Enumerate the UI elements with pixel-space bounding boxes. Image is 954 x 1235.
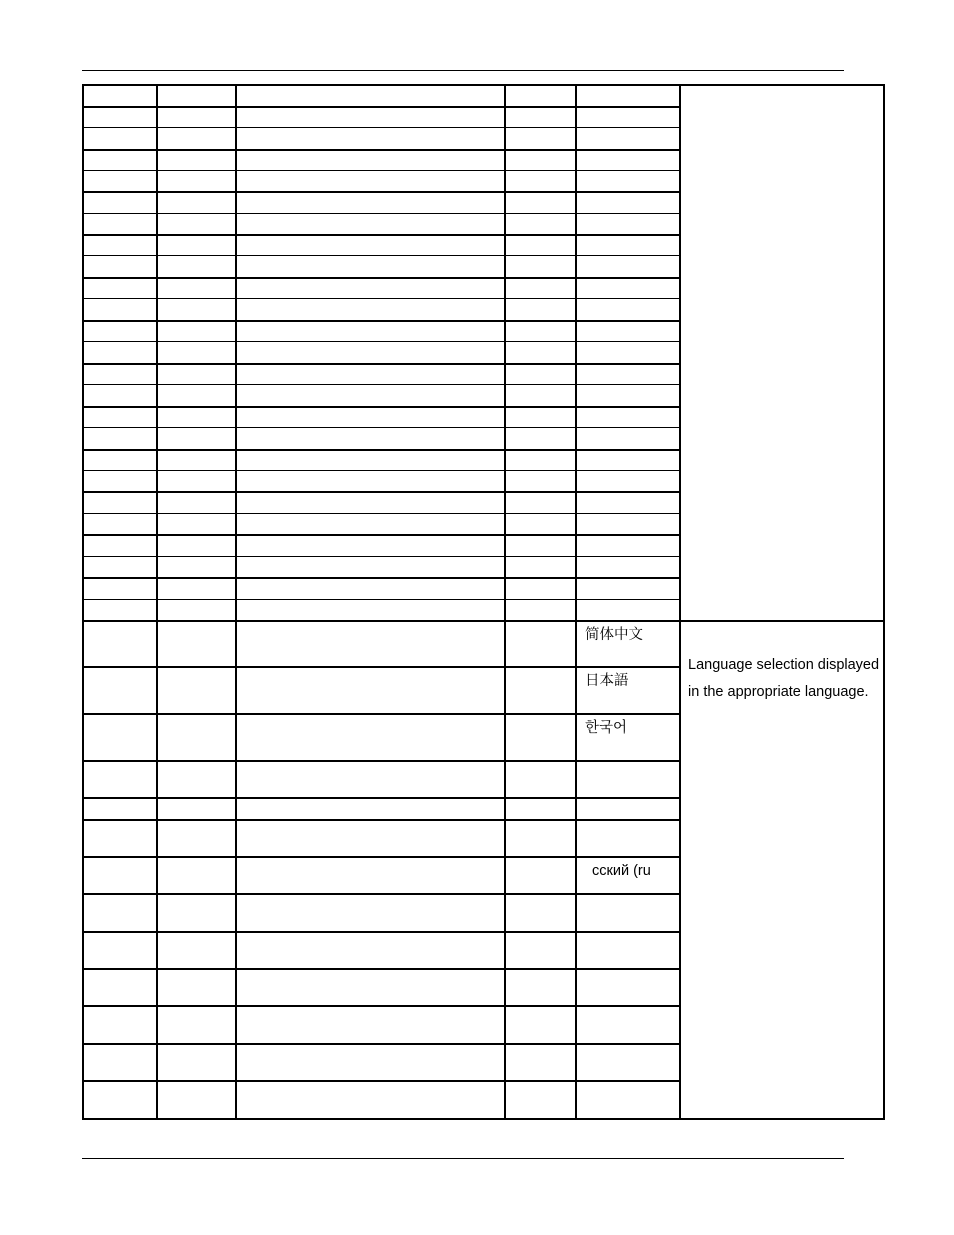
language-name-cell: 简体中文 xyxy=(585,627,643,643)
language-selection-note: Language selection displayed in the appropriate language. xyxy=(688,657,880,700)
language-name-cell: 日本語 xyxy=(585,673,629,689)
language-name-cell: сский (ru xyxy=(592,863,651,879)
language-name-cell: 한국어 xyxy=(585,720,628,736)
